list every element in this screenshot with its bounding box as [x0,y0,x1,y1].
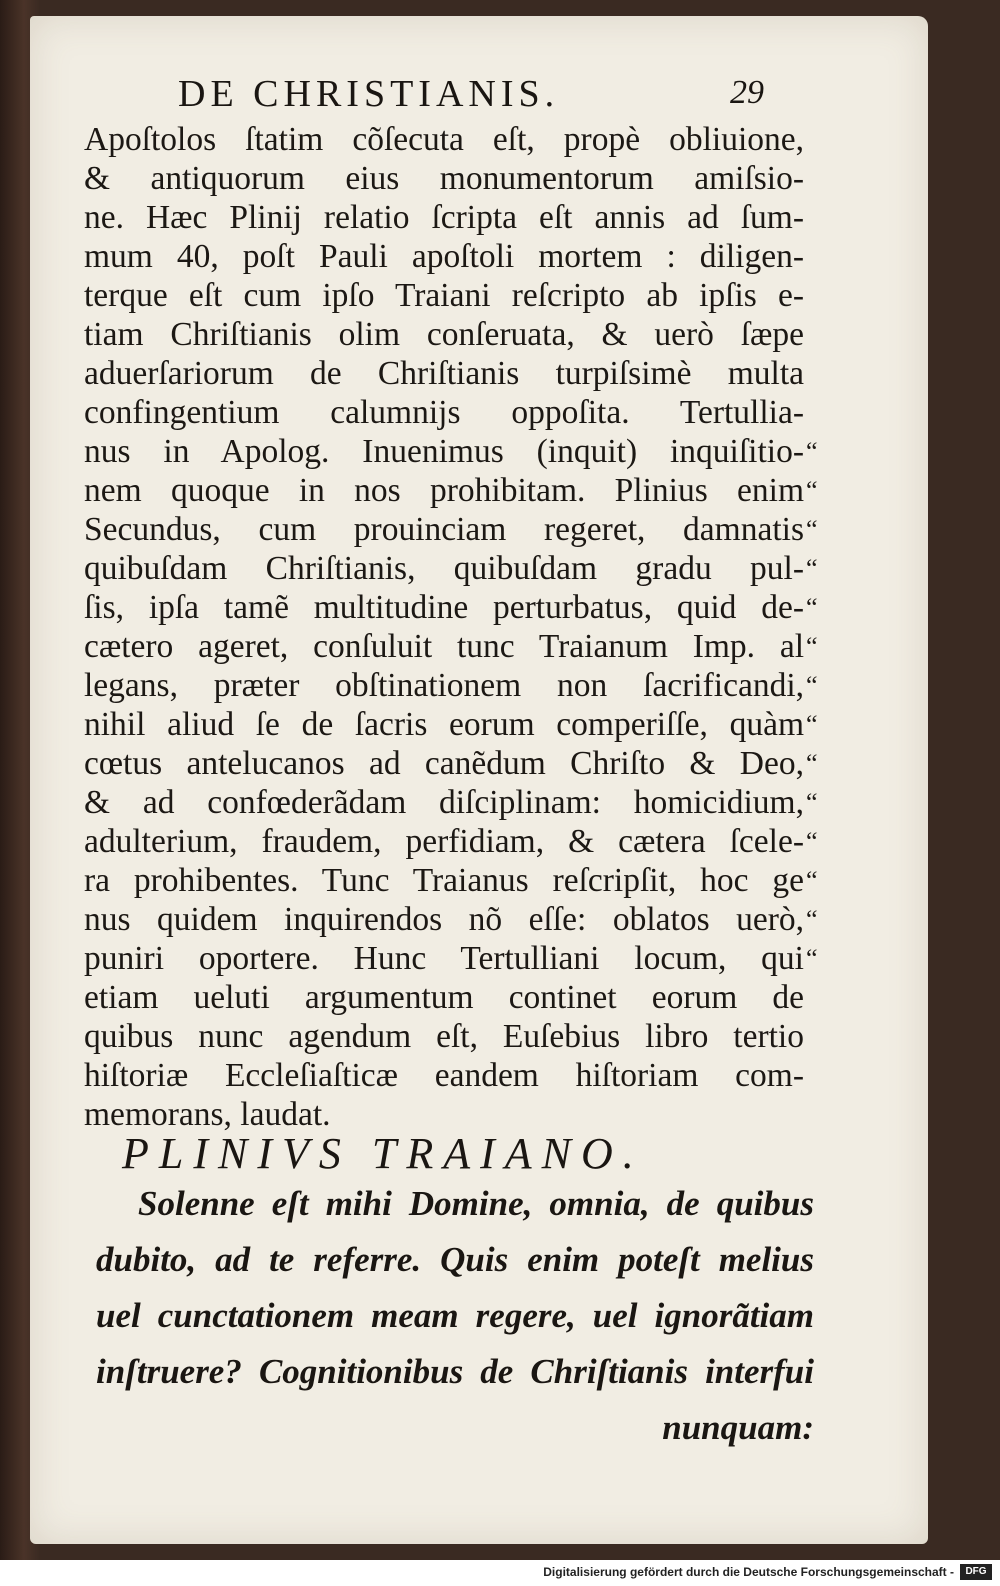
running-head-title: DE CHRISTIANIS. [178,73,560,115]
text-line: nem quoque in nos prohibitam. Plinius enim [84,472,804,509]
text-line: aduerſariorum de Chriſtianis turpiſsimè multa [84,355,804,392]
body-text [84,120,804,1134]
letter-text [96,1176,814,1456]
quote-mark: “ [806,593,818,622]
quote-mark: “ [806,515,818,544]
text-line: hiſtoriæ Eccleſiaſticæ eandem hiſtoriam com- [84,1057,804,1094]
letter-line: Solenne eſt mihi Domine, omnia, de quibus [138,1184,814,1223]
catchword: nunquam: [662,1408,814,1447]
text-line: quibus nunc agendum eſt, Euſebius libro tertio [84,1018,804,1055]
text-line: tiam Chriſtianis olim conſeruata, & uerò ſæpe [84,316,804,353]
text-line: quibuſdam Chriſtianis, quibuſdam gradu pul- [84,550,804,587]
quote-mark: “ [806,671,818,700]
text-line: Secundus, cum prouinciam regeret, damnatis [84,511,804,548]
quote-mark: “ [806,554,818,583]
letter-line: inſtruere? Cognitionibus de Chriſtianis interfui [96,1352,814,1391]
text-line: adulterium, fraudem, perfidiam, & cætera ſcele- [84,823,804,860]
text-line: cœtus antelucanos ad canẽdum Chriſto & Deo, [84,745,804,782]
letter-line: dubito, ad te referre. Quis enim poteſt melius [96,1240,814,1279]
text-line: ra prohibentes. Tunc Traianus reſcripſit, hoc ge [84,862,804,899]
text-line: cætero ageret, conſuluit tunc Traianum Imp. al [84,628,804,665]
text-line: puniri oportere. Hunc Tertulliani locum, qui [84,940,804,977]
book-page [30,16,928,1544]
text-line: Apoſtolos ſtatim cõſecuta eſt, propè obliuione, [84,121,804,158]
quote-mark: “ [806,437,818,466]
page-number: 29 [730,74,764,111]
text-line: memorans, laudat. [84,1096,331,1133]
text-line: & ad confœderãdam diſciplinam: homicidium, [84,784,804,821]
footer-bar [0,1560,1000,1586]
quote-mark: “ [806,827,818,856]
text-line: etiam ueluti argumentum continet eorum de [84,979,804,1016]
text-line: nus quidem inquirendos nõ eſſe: oblatos uerò, [84,901,804,938]
quote-mark: “ [806,710,818,739]
running-head [30,72,928,122]
quote-mark: “ [806,788,818,817]
letter-line: uel cunctationem meam regere, uel ignorãtiam [96,1296,814,1335]
text-line: terque eſt cum ipſo Traiani reſcripto ab ipſis e- [84,277,804,314]
quote-mark: “ [806,632,818,661]
dfg-logo: DFG [960,1564,992,1580]
quotation-marks-margin [806,432,846,978]
quote-mark: “ [806,476,818,505]
funding-credit: Digitalisierung gefördert durch die Deutsche Forschungsgemeinschaft - [543,1565,954,1579]
text-line: ſis, ipſa tamẽ multitudine perturbatus, quid de- [84,589,804,626]
letter-heading: PLINIVS TRAIANO. [122,1129,644,1178]
quote-mark: “ [806,905,818,934]
text-line: ne. Hæc Plinij relatio ſcripta eſt annis ad ſum- [84,199,804,236]
quote-mark: “ [806,944,818,973]
text-line: mum 40, poſt Pauli apoſtoli mortem : diligen- [84,238,804,275]
quote-mark: “ [806,749,818,778]
text-line: confingentium calumnijs oppoſita. Tertullia- [84,394,804,431]
text-line: nus in Apolog. Inuenimus (inquit) inquiſitio- [84,433,804,470]
text-line: nihil aliud ſe de ſacris eorum comperiſſe, quàm [84,706,804,743]
quote-mark: “ [806,866,818,895]
text-line: & antiquorum eius monumentorum amiſsio- [84,160,804,197]
text-line: legans, præter obſtinationem non ſacrificandi, [84,667,804,704]
